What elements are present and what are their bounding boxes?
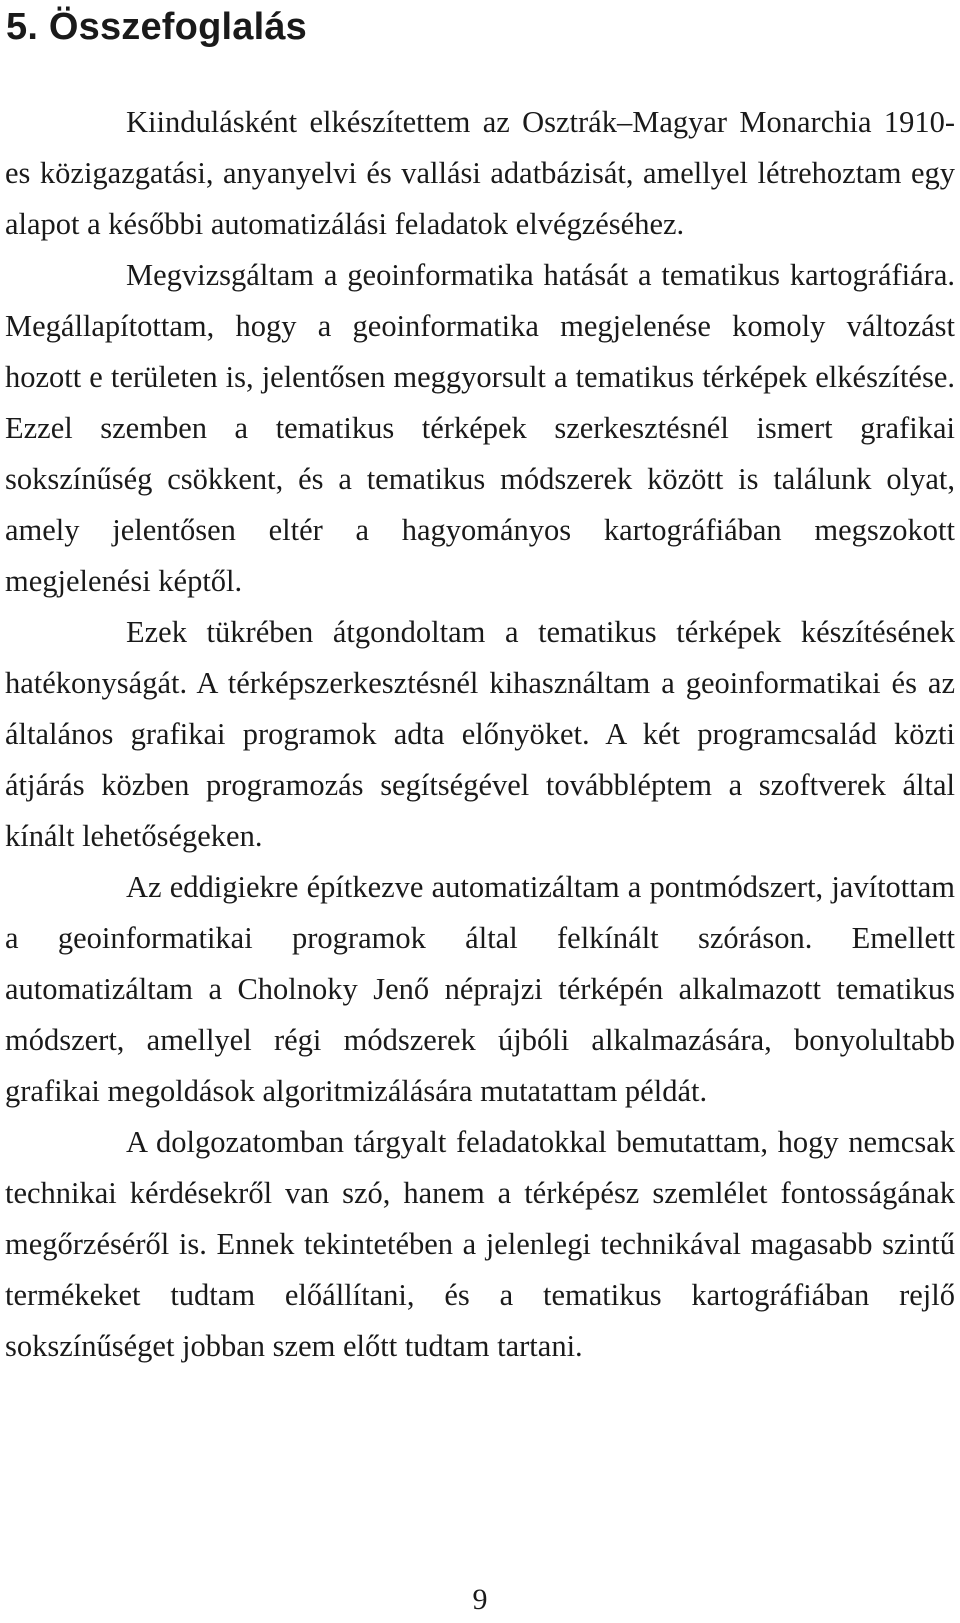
paragraph-1: Kiindulásként elkészítettem az Osztrák–Magyar Monarchia 1910-es közigazgatási, anyanyelvi és vallási adatbázisát, amellyel létrehoztam egy alapot a későbbi automatizálási feladatok elvégzéséhez. bbox=[5, 105, 955, 241]
section-heading: 5. Összefoglalás bbox=[6, 6, 308, 48]
paragraph-3: Ezek tükrében átgondoltam a tematikus térképek készítésének hatékonyságát. A térképszerkesztésnél kihasználtam a geoinformatikai és az általános grafikai programok adta előnyöket. A két programcsalád közti átjárás közben programozás segítségével továbbléptem a szoftverek által kínált lehetőségeken. bbox=[5, 615, 955, 853]
paragraph-4: Az eddigiekre építkezve automatizáltam a pontmódszert, javítottam a geoinformatikai programok által felkínált szóráson. Emellett automatizáltam a Cholnoky Jenő néprajzi térképén alkalmazott tematikus módszert, amellyel régi módszerek újbóli alkalmazására, bonyolultabb grafikai megoldások algoritmizálására mutatattam példát. bbox=[5, 870, 955, 1108]
page-number: 9 bbox=[472, 1583, 488, 1616]
body-text bbox=[5, 97, 955, 1372]
paragraph-5: A dolgozatomban tárgyalt feladatokkal bemutattam, hogy nemcsak technikai kérdésekről van szó, hanem a térképész szemlélet fontosságának megőrzéséről is. Ennek tekintetében a jelenlegi technikával magasabb szintű termékeket tudtam előállítani, és a tematikus kartográfiában rejlő sokszínűséget jobban szem előtt tudtam tartani. bbox=[5, 1125, 955, 1363]
paragraph-2: Megvizsgáltam a geoinformatika hatását a tematikus kartográfiára. Megállapítottam, hogy a geoinformatika megjelenése komoly változást hozott e területen is, jelentősen meggyorsult a tematikus térképek elkészítése. Ezzel szemben a tematikus térképek szerkesztésnél ismert grafikai sokszínűség csökkent, és a tematikus módszerek között is találunk olyat, amely jelentősen eltér a hagyományos kartográfiában megszokott megjelenési képtől. bbox=[5, 258, 955, 598]
